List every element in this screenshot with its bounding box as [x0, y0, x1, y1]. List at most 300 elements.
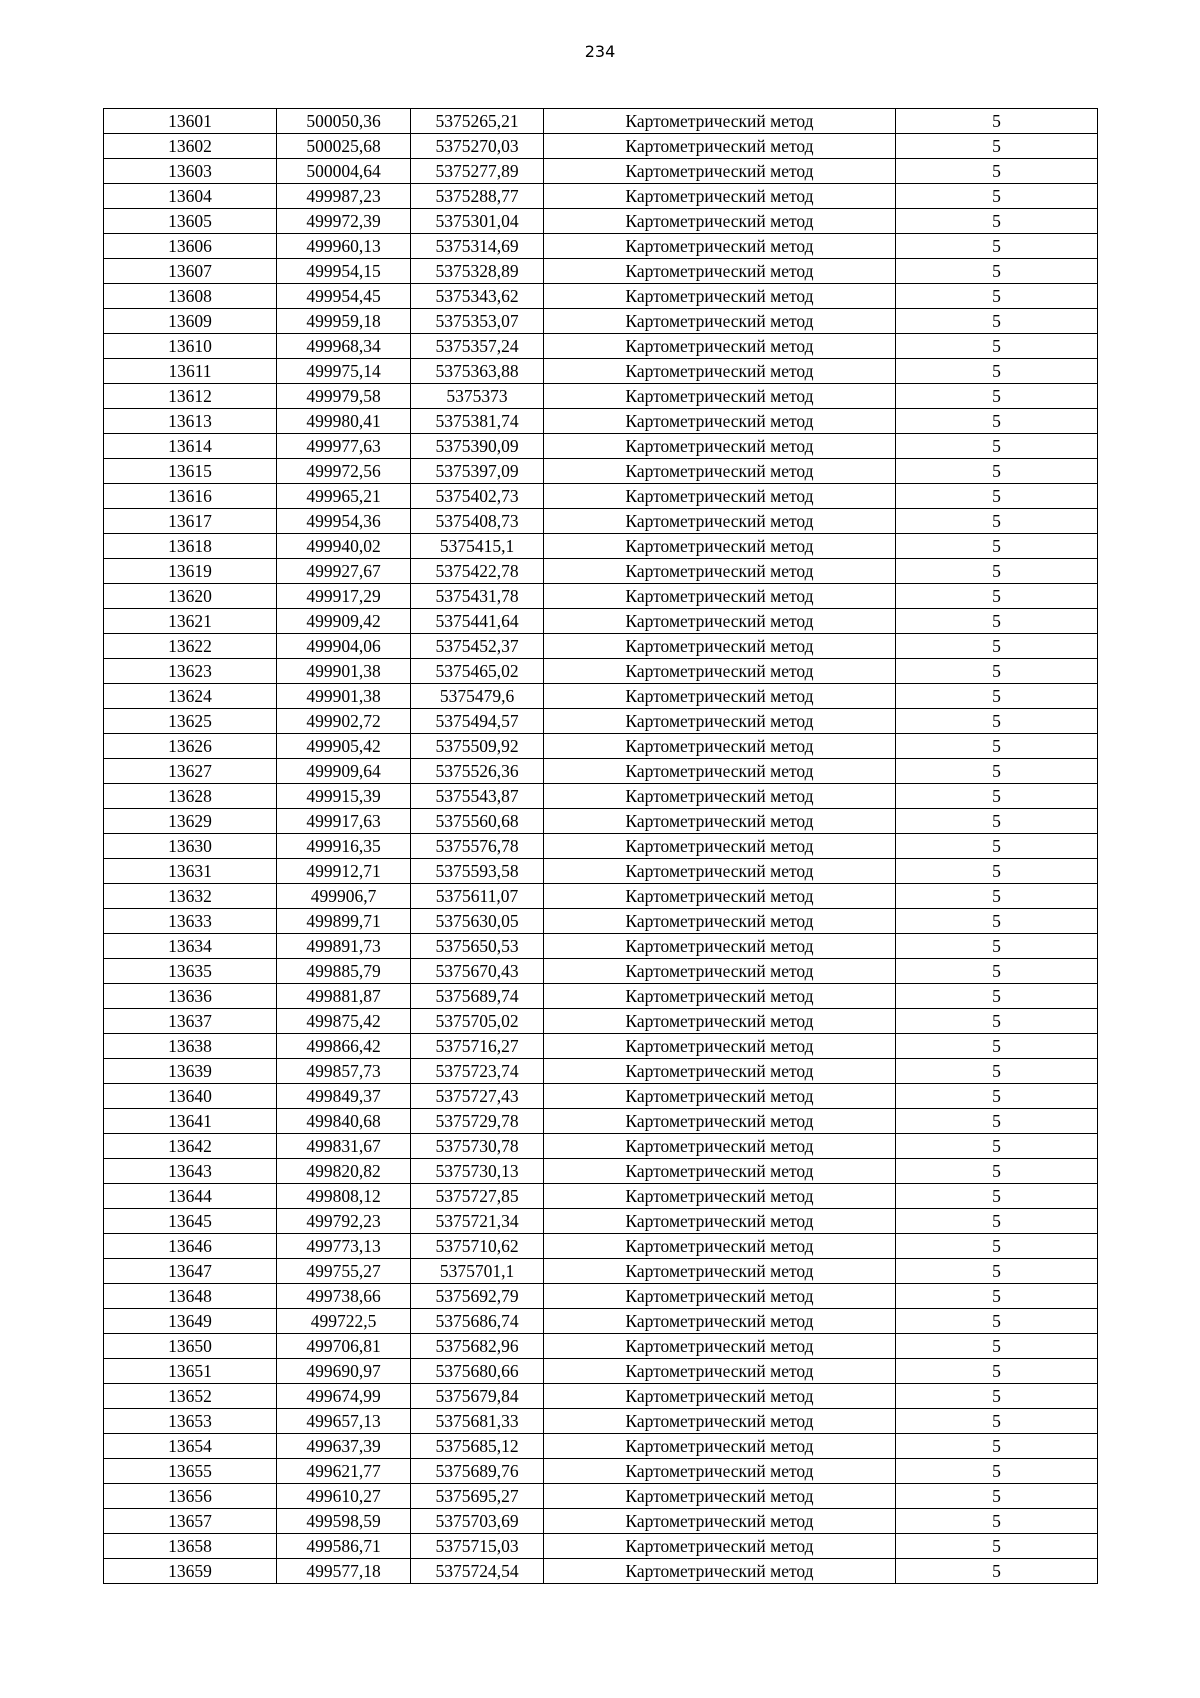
accuracy-cell: 5	[896, 634, 1098, 659]
y-coordinate-cell: 5375715,03	[411, 1534, 544, 1559]
method-cell: Картометрический метод	[544, 1509, 896, 1534]
method-cell: Картометрический метод	[544, 1459, 896, 1484]
x-coordinate-cell: 499885,79	[277, 959, 411, 984]
accuracy-cell: 5	[896, 1484, 1098, 1509]
table-row	[104, 759, 1098, 784]
point-number-cell: 13603	[104, 159, 277, 184]
x-coordinate-cell: 499773,13	[277, 1234, 411, 1259]
accuracy-cell: 5	[896, 1109, 1098, 1134]
table-row	[104, 1334, 1098, 1359]
method-cell: Картометрический метод	[544, 1134, 896, 1159]
accuracy-cell: 5	[896, 684, 1098, 709]
point-number-cell: 13628	[104, 784, 277, 809]
point-number-cell: 13611	[104, 359, 277, 384]
point-number-cell: 13609	[104, 309, 277, 334]
method-cell: Картометрический метод	[544, 509, 896, 534]
method-cell: Картометрический метод	[544, 734, 896, 759]
x-coordinate-cell: 499927,67	[277, 559, 411, 584]
method-cell: Картометрический метод	[544, 409, 896, 434]
accuracy-cell: 5	[896, 984, 1098, 1009]
y-coordinate-cell: 5375265,21	[411, 109, 544, 134]
point-number-cell: 13642	[104, 1134, 277, 1159]
point-number-cell: 13643	[104, 1159, 277, 1184]
table-row	[104, 1384, 1098, 1409]
y-coordinate-cell: 5375730,13	[411, 1159, 544, 1184]
x-coordinate-cell: 499909,64	[277, 759, 411, 784]
table-row	[104, 359, 1098, 384]
accuracy-cell: 5	[896, 484, 1098, 509]
point-number-cell: 13604	[104, 184, 277, 209]
y-coordinate-cell: 5375695,27	[411, 1484, 544, 1509]
x-coordinate-cell: 499792,23	[277, 1209, 411, 1234]
accuracy-cell: 5	[896, 209, 1098, 234]
table-row	[104, 1209, 1098, 1234]
x-coordinate-cell: 499954,15	[277, 259, 411, 284]
table-row	[104, 1359, 1098, 1384]
method-cell: Картометрический метод	[544, 484, 896, 509]
table-row	[104, 1559, 1098, 1584]
point-number-cell: 13633	[104, 909, 277, 934]
method-cell: Картометрический метод	[544, 1009, 896, 1034]
table-row	[104, 809, 1098, 834]
point-number-cell: 13636	[104, 984, 277, 1009]
table-row	[104, 784, 1098, 809]
x-coordinate-cell: 499755,27	[277, 1259, 411, 1284]
point-number-cell: 13616	[104, 484, 277, 509]
accuracy-cell: 5	[896, 1334, 1098, 1359]
y-coordinate-cell: 5375710,62	[411, 1234, 544, 1259]
table-row	[104, 934, 1098, 959]
table-row	[104, 959, 1098, 984]
table-row	[104, 134, 1098, 159]
table-row	[104, 884, 1098, 909]
point-number-cell: 13626	[104, 734, 277, 759]
table-row	[104, 234, 1098, 259]
method-cell: Картометрический метод	[544, 584, 896, 609]
point-number-cell: 13638	[104, 1034, 277, 1059]
method-cell: Картометрический метод	[544, 234, 896, 259]
accuracy-cell: 5	[896, 1384, 1098, 1409]
point-number-cell: 13605	[104, 209, 277, 234]
y-coordinate-cell: 5375729,78	[411, 1109, 544, 1134]
x-coordinate-cell: 499972,56	[277, 459, 411, 484]
x-coordinate-cell: 499722,5	[277, 1309, 411, 1334]
accuracy-cell: 5	[896, 334, 1098, 359]
y-coordinate-cell: 5375593,58	[411, 859, 544, 884]
table-row	[104, 434, 1098, 459]
y-coordinate-cell: 5375701,1	[411, 1259, 544, 1284]
x-coordinate-cell: 499849,37	[277, 1084, 411, 1109]
point-number-cell: 13621	[104, 609, 277, 634]
point-number-cell: 13655	[104, 1459, 277, 1484]
point-number-cell: 13618	[104, 534, 277, 559]
method-cell: Картометрический метод	[544, 884, 896, 909]
method-cell: Картометрический метод	[544, 334, 896, 359]
method-cell: Картометрический метод	[544, 1359, 896, 1384]
y-coordinate-cell: 5375543,87	[411, 784, 544, 809]
table-row	[104, 909, 1098, 934]
table-row	[104, 1459, 1098, 1484]
table-row	[104, 634, 1098, 659]
x-coordinate-cell: 499808,12	[277, 1184, 411, 1209]
table-row	[104, 1509, 1098, 1534]
point-number-cell: 13602	[104, 134, 277, 159]
table-row	[104, 1409, 1098, 1434]
table-row	[104, 1059, 1098, 1084]
x-coordinate-cell: 499610,27	[277, 1484, 411, 1509]
method-cell: Картометрический метод	[544, 1534, 896, 1559]
table-row	[104, 1109, 1098, 1134]
table-row	[104, 1309, 1098, 1334]
method-cell: Картометрический метод	[544, 809, 896, 834]
method-cell: Картометрический метод	[544, 534, 896, 559]
accuracy-cell: 5	[896, 284, 1098, 309]
method-cell: Картометрический метод	[544, 834, 896, 859]
accuracy-cell: 5	[896, 1034, 1098, 1059]
x-coordinate-cell: 499840,68	[277, 1109, 411, 1134]
method-cell: Картометрический метод	[544, 709, 896, 734]
accuracy-cell: 5	[896, 309, 1098, 334]
x-coordinate-cell: 499901,38	[277, 684, 411, 709]
table-row	[104, 684, 1098, 709]
y-coordinate-cell: 5375353,07	[411, 309, 544, 334]
x-coordinate-cell: 499917,63	[277, 809, 411, 834]
x-coordinate-cell: 499674,99	[277, 1384, 411, 1409]
table-row	[104, 1009, 1098, 1034]
accuracy-cell: 5	[896, 159, 1098, 184]
method-cell: Картометрический метод	[544, 134, 896, 159]
table-row	[104, 1484, 1098, 1509]
y-coordinate-cell: 5375721,34	[411, 1209, 544, 1234]
y-coordinate-cell: 5375703,69	[411, 1509, 544, 1534]
point-number-cell: 13617	[104, 509, 277, 534]
x-coordinate-cell: 499968,34	[277, 334, 411, 359]
method-cell: Картометрический метод	[544, 1434, 896, 1459]
y-coordinate-cell: 5375343,62	[411, 284, 544, 309]
y-coordinate-cell: 5375526,36	[411, 759, 544, 784]
x-coordinate-cell: 499940,02	[277, 534, 411, 559]
table-row	[104, 859, 1098, 884]
y-coordinate-cell: 5375363,88	[411, 359, 544, 384]
x-coordinate-cell: 499906,7	[277, 884, 411, 909]
y-coordinate-cell: 5375630,05	[411, 909, 544, 934]
x-coordinate-cell: 499959,18	[277, 309, 411, 334]
y-coordinate-cell: 5375441,64	[411, 609, 544, 634]
y-coordinate-cell: 5375431,78	[411, 584, 544, 609]
method-cell: Картометрический метод	[544, 434, 896, 459]
accuracy-cell: 5	[896, 1434, 1098, 1459]
accuracy-cell: 5	[896, 1134, 1098, 1159]
table-row	[104, 309, 1098, 334]
accuracy-cell: 5	[896, 609, 1098, 634]
method-cell: Картометрический метод	[544, 1409, 896, 1434]
accuracy-cell: 5	[896, 1059, 1098, 1084]
table-row	[104, 1234, 1098, 1259]
accuracy-cell: 5	[896, 259, 1098, 284]
accuracy-cell: 5	[896, 809, 1098, 834]
point-number-cell: 13639	[104, 1059, 277, 1084]
table-row	[104, 534, 1098, 559]
point-number-cell: 13647	[104, 1259, 277, 1284]
y-coordinate-cell: 5375670,43	[411, 959, 544, 984]
point-number-cell: 13644	[104, 1184, 277, 1209]
accuracy-cell: 5	[896, 709, 1098, 734]
y-coordinate-cell: 5375390,09	[411, 434, 544, 459]
accuracy-cell: 5	[896, 884, 1098, 909]
y-coordinate-cell: 5375682,96	[411, 1334, 544, 1359]
accuracy-cell: 5	[896, 559, 1098, 584]
point-number-cell: 13634	[104, 934, 277, 959]
point-number-cell: 13620	[104, 584, 277, 609]
x-coordinate-cell: 499857,73	[277, 1059, 411, 1084]
accuracy-cell: 5	[896, 1259, 1098, 1284]
accuracy-cell: 5	[896, 659, 1098, 684]
method-cell: Картометрический метод	[544, 1259, 896, 1284]
x-coordinate-cell: 499972,39	[277, 209, 411, 234]
table-row	[104, 209, 1098, 234]
x-coordinate-cell: 499881,87	[277, 984, 411, 1009]
x-coordinate-cell: 499912,71	[277, 859, 411, 884]
y-coordinate-cell: 5375314,69	[411, 234, 544, 259]
x-coordinate-cell: 499831,67	[277, 1134, 411, 1159]
coordinates-table	[103, 108, 1098, 1584]
method-cell: Картометрический метод	[544, 759, 896, 784]
method-cell: Картометрический метод	[544, 1234, 896, 1259]
method-cell: Картометрический метод	[544, 309, 896, 334]
table-row	[104, 259, 1098, 284]
x-coordinate-cell: 499621,77	[277, 1459, 411, 1484]
y-coordinate-cell: 5375402,73	[411, 484, 544, 509]
method-cell: Картометрический метод	[544, 1309, 896, 1334]
y-coordinate-cell: 5375611,07	[411, 884, 544, 909]
point-number-cell: 13629	[104, 809, 277, 834]
method-cell: Картометрический метод	[544, 934, 896, 959]
method-cell: Картометрический метод	[544, 1559, 896, 1584]
x-coordinate-cell: 499690,97	[277, 1359, 411, 1384]
accuracy-cell: 5	[896, 409, 1098, 434]
accuracy-cell: 5	[896, 1159, 1098, 1184]
y-coordinate-cell: 5375576,78	[411, 834, 544, 859]
table-row	[104, 1434, 1098, 1459]
method-cell: Картометрический метод	[544, 559, 896, 584]
method-cell: Картометрический метод	[544, 1334, 896, 1359]
method-cell: Картометрический метод	[544, 1084, 896, 1109]
method-cell: Картометрический метод	[544, 284, 896, 309]
method-cell: Картометрический метод	[544, 1159, 896, 1184]
point-number-cell: 13612	[104, 384, 277, 409]
accuracy-cell: 5	[896, 109, 1098, 134]
x-coordinate-cell: 499899,71	[277, 909, 411, 934]
table-row	[104, 109, 1098, 134]
point-number-cell: 13637	[104, 1009, 277, 1034]
table-row	[104, 159, 1098, 184]
accuracy-cell: 5	[896, 384, 1098, 409]
point-number-cell: 13658	[104, 1534, 277, 1559]
x-coordinate-cell: 499577,18	[277, 1559, 411, 1584]
y-coordinate-cell: 5375509,92	[411, 734, 544, 759]
method-cell: Картометрический метод	[544, 209, 896, 234]
y-coordinate-cell: 5375277,89	[411, 159, 544, 184]
point-number-cell: 13619	[104, 559, 277, 584]
table-row	[104, 1134, 1098, 1159]
accuracy-cell: 5	[896, 584, 1098, 609]
x-coordinate-cell: 499977,63	[277, 434, 411, 459]
x-coordinate-cell: 499917,29	[277, 584, 411, 609]
x-coordinate-cell: 499916,35	[277, 834, 411, 859]
x-coordinate-cell: 499975,14	[277, 359, 411, 384]
x-coordinate-cell: 499875,42	[277, 1009, 411, 1034]
x-coordinate-cell: 500050,36	[277, 109, 411, 134]
method-cell: Картометрический метод	[544, 109, 896, 134]
accuracy-cell: 5	[896, 934, 1098, 959]
table-row	[104, 284, 1098, 309]
point-number-cell: 13648	[104, 1284, 277, 1309]
accuracy-cell: 5	[896, 134, 1098, 159]
accuracy-cell: 5	[896, 1459, 1098, 1484]
point-number-cell: 13656	[104, 1484, 277, 1509]
x-coordinate-cell: 499738,66	[277, 1284, 411, 1309]
y-coordinate-cell: 5375373	[411, 384, 544, 409]
accuracy-cell: 5	[896, 909, 1098, 934]
table-row	[104, 1284, 1098, 1309]
point-number-cell: 13622	[104, 634, 277, 659]
method-cell: Картометрический метод	[544, 984, 896, 1009]
y-coordinate-cell: 5375270,03	[411, 134, 544, 159]
accuracy-cell: 5	[896, 1084, 1098, 1109]
x-coordinate-cell: 499820,82	[277, 1159, 411, 1184]
point-number-cell: 13649	[104, 1309, 277, 1334]
point-number-cell: 13653	[104, 1409, 277, 1434]
point-number-cell: 13610	[104, 334, 277, 359]
method-cell: Картометрический метод	[544, 1209, 896, 1234]
method-cell: Картометрический метод	[544, 659, 896, 684]
table-row	[104, 384, 1098, 409]
table-row	[104, 734, 1098, 759]
method-cell: Картометрический метод	[544, 1484, 896, 1509]
accuracy-cell: 5	[896, 509, 1098, 534]
accuracy-cell: 5	[896, 1359, 1098, 1384]
point-number-cell: 13613	[104, 409, 277, 434]
method-cell: Картометрический метод	[544, 784, 896, 809]
point-number-cell: 13645	[104, 1209, 277, 1234]
method-cell: Картометрический метод	[544, 259, 896, 284]
x-coordinate-cell: 499960,13	[277, 234, 411, 259]
point-number-cell: 13630	[104, 834, 277, 859]
y-coordinate-cell: 5375415,1	[411, 534, 544, 559]
y-coordinate-cell: 5375288,77	[411, 184, 544, 209]
method-cell: Картометрический метод	[544, 1184, 896, 1209]
point-number-cell: 13654	[104, 1434, 277, 1459]
method-cell: Картометрический метод	[544, 684, 896, 709]
accuracy-cell: 5	[896, 1509, 1098, 1534]
y-coordinate-cell: 5375560,68	[411, 809, 544, 834]
method-cell: Картометрический метод	[544, 1109, 896, 1134]
method-cell: Картометрический метод	[544, 1059, 896, 1084]
table-row	[104, 184, 1098, 209]
x-coordinate-cell: 500004,64	[277, 159, 411, 184]
y-coordinate-cell: 5375692,79	[411, 1284, 544, 1309]
table-row	[104, 834, 1098, 859]
table-row	[104, 1084, 1098, 1109]
method-cell: Картометрический метод	[544, 184, 896, 209]
x-coordinate-cell: 499915,39	[277, 784, 411, 809]
method-cell: Картометрический метод	[544, 609, 896, 634]
accuracy-cell: 5	[896, 434, 1098, 459]
y-coordinate-cell: 5375680,66	[411, 1359, 544, 1384]
method-cell: Картометрический метод	[544, 1284, 896, 1309]
x-coordinate-cell: 499891,73	[277, 934, 411, 959]
table-row	[104, 334, 1098, 359]
table-row	[104, 1534, 1098, 1559]
point-number-cell: 13607	[104, 259, 277, 284]
x-coordinate-cell: 499598,59	[277, 1509, 411, 1534]
y-coordinate-cell: 5375723,74	[411, 1059, 544, 1084]
y-coordinate-cell: 5375397,09	[411, 459, 544, 484]
accuracy-cell: 5	[896, 1209, 1098, 1234]
point-number-cell: 13632	[104, 884, 277, 909]
y-coordinate-cell: 5375686,74	[411, 1309, 544, 1334]
table-row	[104, 459, 1098, 484]
table-row	[104, 1034, 1098, 1059]
accuracy-cell: 5	[896, 1009, 1098, 1034]
table-row	[104, 609, 1098, 634]
point-number-cell: 13601	[104, 109, 277, 134]
table-row	[104, 484, 1098, 509]
y-coordinate-cell: 5375301,04	[411, 209, 544, 234]
table-row	[104, 1259, 1098, 1284]
method-cell: Картометрический метод	[544, 459, 896, 484]
table-row	[104, 409, 1098, 434]
y-coordinate-cell: 5375689,76	[411, 1459, 544, 1484]
accuracy-cell: 5	[896, 534, 1098, 559]
y-coordinate-cell: 5375681,33	[411, 1409, 544, 1434]
accuracy-cell: 5	[896, 959, 1098, 984]
accuracy-cell: 5	[896, 459, 1098, 484]
y-coordinate-cell: 5375465,02	[411, 659, 544, 684]
x-coordinate-cell: 499909,42	[277, 609, 411, 634]
method-cell: Картометрический метод	[544, 384, 896, 409]
point-number-cell: 13624	[104, 684, 277, 709]
x-coordinate-cell: 499637,39	[277, 1434, 411, 1459]
method-cell: Картометрический метод	[544, 859, 896, 884]
method-cell: Картометрический метод	[544, 909, 896, 934]
x-coordinate-cell: 499965,21	[277, 484, 411, 509]
table-row	[104, 709, 1098, 734]
y-coordinate-cell: 5375685,12	[411, 1434, 544, 1459]
table-row	[104, 584, 1098, 609]
method-cell: Картометрический метод	[544, 159, 896, 184]
point-number-cell: 13606	[104, 234, 277, 259]
x-coordinate-cell: 499901,38	[277, 659, 411, 684]
point-number-cell: 13615	[104, 459, 277, 484]
x-coordinate-cell: 499980,41	[277, 409, 411, 434]
y-coordinate-cell: 5375479,6	[411, 684, 544, 709]
x-coordinate-cell: 499657,13	[277, 1409, 411, 1434]
point-number-cell: 13650	[104, 1334, 277, 1359]
point-number-cell: 13652	[104, 1384, 277, 1409]
accuracy-cell: 5	[896, 1559, 1098, 1584]
accuracy-cell: 5	[896, 1409, 1098, 1434]
method-cell: Картометрический метод	[544, 634, 896, 659]
y-coordinate-cell: 5375730,78	[411, 1134, 544, 1159]
point-number-cell: 13627	[104, 759, 277, 784]
y-coordinate-cell: 5375705,02	[411, 1009, 544, 1034]
method-cell: Картометрический метод	[544, 1384, 896, 1409]
table-row	[104, 984, 1098, 1009]
accuracy-cell: 5	[896, 1184, 1098, 1209]
x-coordinate-cell: 499979,58	[277, 384, 411, 409]
point-number-cell: 13625	[104, 709, 277, 734]
